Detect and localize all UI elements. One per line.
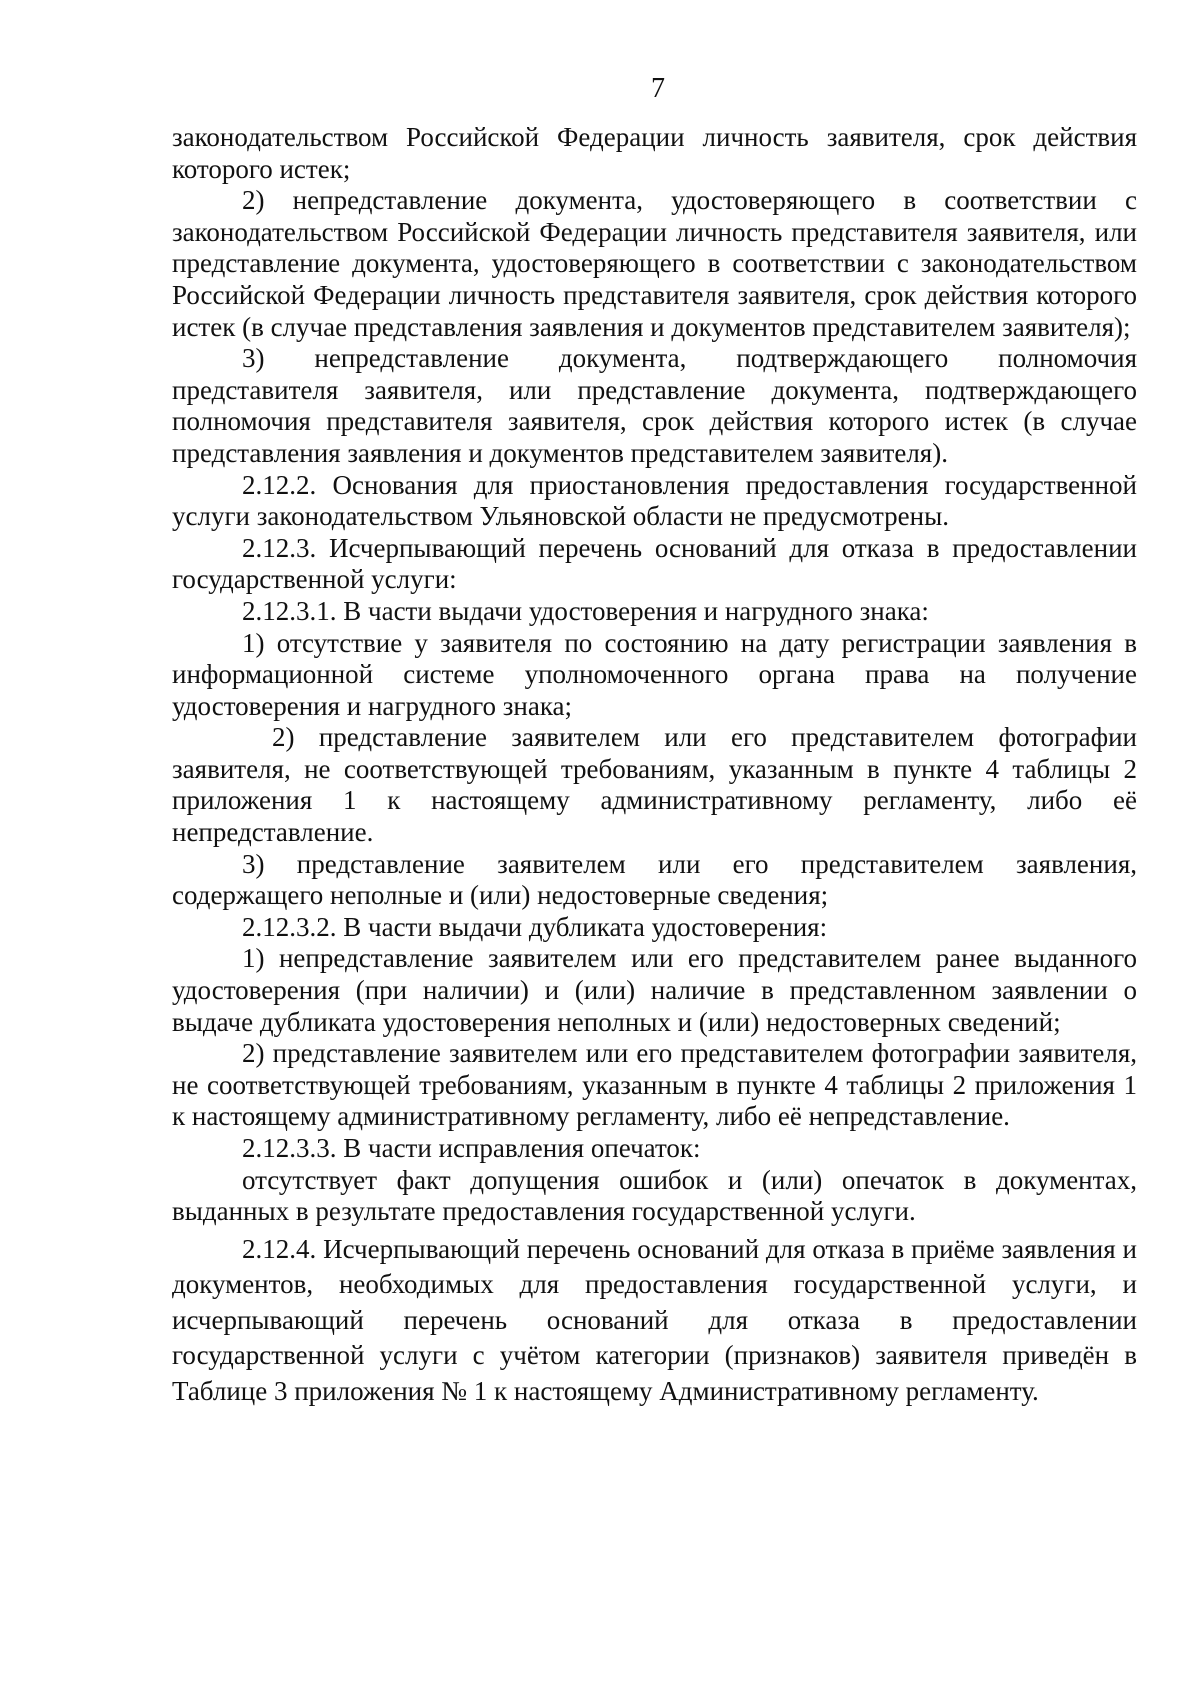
paragraph: 2) представление заявителем или его представителем фотографии заявителя, не соответствующей требованиям, указанным в пункте 4 таблицы 2 приложения 1 к настоящему административному регламенту, либо её непредставление. xyxy=(172,722,1137,848)
paragraph: 1) отсутствие у заявителя по состоянию на дату регистрации заявления в информационной системе уполномоченного органа права на получение удостоверения и нагрудного знака; xyxy=(172,627,1137,721)
paragraph: 2.12.3.2. В части выдачи дубликата удостоверения: xyxy=(242,911,828,942)
paragraph: 2.12.3.1. В части выдачи удостоверения и нагрудного знака: xyxy=(242,595,929,626)
paragraph: 3) непредставление документа, подтверждающего полномочия представителя заявителя, или представление документа, подтверждающего полномочия представителя заявителя, срок действия которого истек (в случае представления заявления и документов представителем заявителя). xyxy=(172,343,1137,468)
paragraph: 2) непредставление документа, удостоверяющего в соответствии с законодательством Российской Федерации личность представителя заявителя, или представление документа, удостоверяющего в соответствии с законодательством Российской Федерации личность представителя заявителя, срок действия которого истек (в случае представления заявления и документов представителем заявителя); xyxy=(172,185,1137,342)
paragraph: 2.12.2. Основания для приостановления предоставления государственной услуги законодательством Ульяновской области не предусмотрены. xyxy=(172,469,1137,532)
paragraph: 2.12.3. Исчерпывающий перечень оснований для отказа в предоставлении государственной услуги: xyxy=(172,532,1137,595)
paragraph: 3) представление заявителем или его представителем заявления, содержащего неполные и (или) недостоверные сведения; xyxy=(172,848,1137,911)
paragraph: 2) представление заявителем или его представителем фотографии заявителя, не соответствующей требованиям, указанным в пункте 4 таблицы 2 приложения 1 к настоящему административному регламенту, либо её непредставление. xyxy=(172,1038,1137,1132)
document-body xyxy=(172,122,1137,1409)
paragraph: 2.12.4. Исчерпывающий перечень оснований для отказа в приёме заявления и документов, необходимых для предоставления государственной услуги, и исчерпывающий перечень оснований для отказа в предоставлении государственной услуги с учётом категории (признаков) заявителя приведён в Таблице 3 приложения № 1 к настоящему Административному регламенту. xyxy=(172,1233,1137,1406)
paragraph: отсутствует факт допущения ошибок и (или) опечаток в документах, выданных в результате предоставления государственной услуги. xyxy=(172,1164,1137,1227)
paragraph: законодательством Российской Федерации личность заявителя, срок действия которого истек; xyxy=(172,122,1137,184)
page-number: 7 xyxy=(651,73,665,104)
paragraph: 2.12.3.3. В части исправления опечаток: xyxy=(242,1133,701,1163)
paragraph: 1) непредставление заявителем или его представителем ранее выданного удостоверения (при наличии) и (или) наличие в представленном заявлении о выдаче дубликата удостоверения неполных и (или) недостоверных сведений; xyxy=(172,943,1137,1037)
